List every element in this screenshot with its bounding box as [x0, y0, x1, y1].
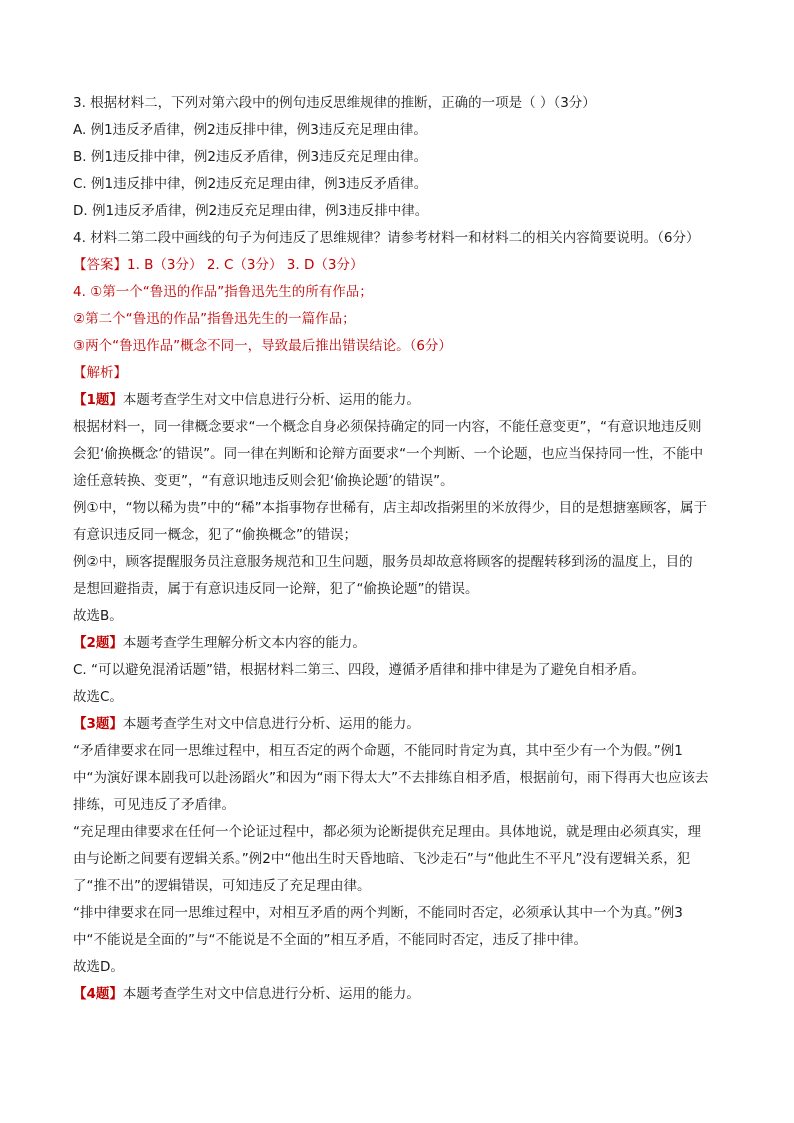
option-d: D. 例1违反矛盾律，例2违反充足理由律，例3违反排中律。 — [73, 203, 429, 219]
analysis-3-heading — [73, 711, 741, 738]
section-tag-text: 本题考查学生对文中信息进行分析、运用的能力。 — [122, 716, 420, 732]
analysis-1-example-2: 例②中，顾客提醒服务员注意服务规范和卫生问题，服务员却故意将顾客的提醒转移到汤的温度上，目的 — [73, 554, 693, 570]
analysis-3-text: 中“为演好课本剧我可以赴汤蹈火”和因为“雨下得太大”不去排练自相矛盾，根据前句，雨下得再大也应该去 — [73, 770, 709, 786]
question-4-stem: 4. 材料二第二段中画线的句子为何违反了思维规律？请参考材料一和材料二的相关内容简要说明。（6分） — [73, 230, 700, 246]
analysis-3-text: “充足理由律要求在任何一个论证过程中，都必须为论断提供充足理由。具体地说，就是理由必须真实，理 — [73, 824, 701, 840]
answer-4-point-2: ②第二个“鲁迅的作品”指鲁迅先生的一篇作品； — [73, 311, 356, 327]
section-tag: 【1题】 — [73, 392, 123, 408]
section-tag-text: 本题考查学生理解分析文本内容的能力。 — [122, 635, 366, 651]
answer-4-point-3: ③两个“鲁迅作品”概念不同一，导致最后推出错误结论。（6分） — [73, 338, 452, 354]
analysis-1-heading — [73, 387, 741, 414]
analysis-3-text: 排练，可见违反了矛盾律。 — [73, 797, 235, 813]
analysis-1-example-1: 有意识违反同一概念，犯了“偷换概念”的错误； — [73, 527, 357, 543]
answer-4-point-1: 4. ①第一个“鲁迅的作品”指鲁迅先生的所有作品； — [73, 284, 373, 300]
analysis-1-example-1: 例①中，“物以稀为贵”中的“稀”本指事物存世稀有，店主却改指粥里的米放得少，目的是想搪塞顾客，属于 — [73, 500, 708, 516]
document-page — [73, 90, 741, 1008]
section-tag-text: 本题考查学生对文中信息进行分析、运用的能力。 — [122, 986, 420, 1002]
analysis-3-text: “矛盾律要求在同一思维过程中，相互否定的两个命题，不能同时肯定为真，其中至少有一个为假。”例1 — [73, 743, 683, 759]
analysis-3-text: 中“不能说是全面的”与“不能说是不全面的”相互矛盾，不能同时否定，违反了排中律。 — [73, 932, 587, 948]
analysis-4-heading — [73, 981, 741, 1008]
analysis-3-text: 由与论断之间要有逻辑关系。”例2中“他出生时天昏地暗、飞沙走石”与“他此生不平凡”没有逻辑关系，犯 — [73, 851, 691, 867]
analysis-3-text: 了“推不出”的逻辑错误，可知违反了充足理由律。 — [73, 878, 371, 894]
section-tag-text: 本题考查学生对文中信息进行分析、运用的能力。 — [122, 392, 420, 408]
question-3-stem: 3. 根据材料二，下列对第六段中的例句违反思维规律的推断，正确的一项是（ ）（3分） — [73, 95, 596, 111]
analysis-1-conclusion: 故选B。 — [73, 608, 123, 624]
option-b: B. 例1违反排中律，例2违反矛盾律，例3违反充足理由律。 — [73, 149, 428, 165]
analysis-1-example-2: 是想回避指责，属于有意识违反同一论辩，犯了“偷换论题”的错误。 — [73, 581, 479, 597]
section-tag: 【4题】 — [73, 986, 123, 1002]
analysis-2-conclusion: 故选C。 — [73, 689, 123, 705]
section-tag: 【3题】 — [73, 716, 123, 732]
section-tag: 【2题】 — [73, 635, 123, 651]
analysis-1-text: 途任意转换、变更”，“有意识地违反则会犯‘偷换论题’的错误”。 — [73, 473, 454, 489]
option-a: A. 例1违反矛盾律，例2违反排中律，例3违反充足理由律。 — [73, 122, 427, 138]
analysis-3-conclusion: 故选D。 — [73, 959, 124, 975]
option-c: C. 例1违反排中律，例2违反充足理由律，例3违反矛盾律。 — [73, 176, 428, 192]
analysis-1-text: 根据材料一，同一律概念要求“一个概念自身必须保持确定的同一内容，不能任意变更”，“有意识地违反则 — [73, 419, 702, 435]
analysis-2-heading — [73, 630, 741, 657]
answer-line: 【答案】1. B（3分） 2. C（3分） 3. D（3分） — [73, 257, 364, 273]
analysis-1-text: 会犯‘偷换概念’的错误”。同一律在判断和论辩方面要求“一个判断、一个论题，也应当保持同一性，不能中 — [73, 446, 704, 462]
analysis-heading: 【解析】 — [73, 365, 127, 381]
analysis-3-text: “排中律要求在同一思维过程中，对相互矛盾的两个判断，不能同时否定，必须承认其中一个为真。”例3 — [73, 905, 683, 921]
analysis-2-text: C. “可以避免混淆话题”错，根据材料二第三、四段，遵循矛盾律和排中律是为了避免自相矛盾。 — [73, 662, 645, 678]
